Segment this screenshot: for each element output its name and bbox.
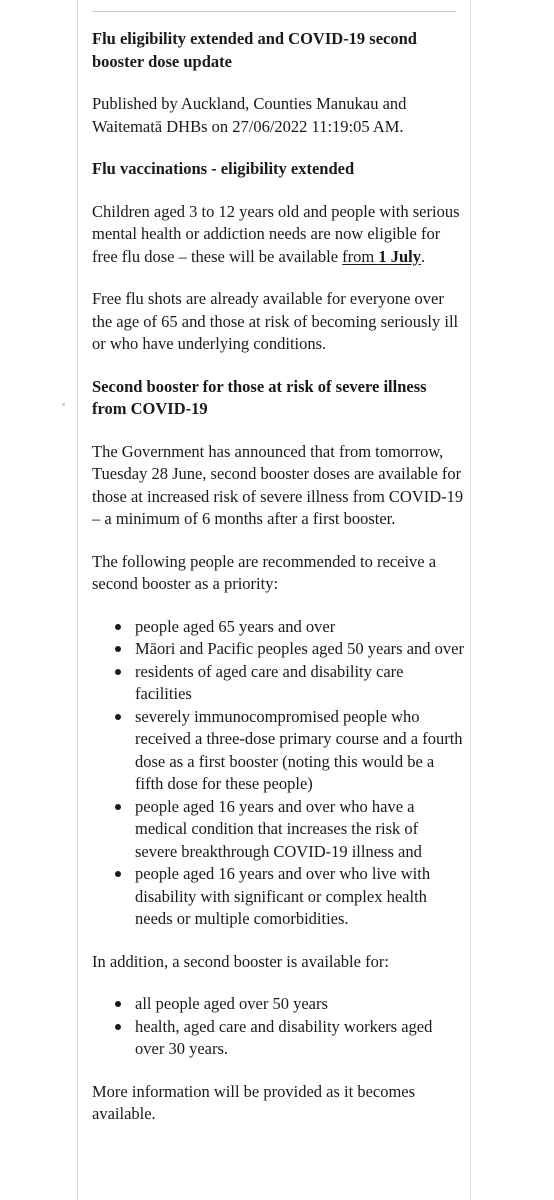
booster-section-heading: Second booster for those at risk of severe illness from COVID-19 <box>92 376 427 418</box>
flu-date-text: 1 July <box>378 246 421 266</box>
article-body <box>92 28 464 1126</box>
list-item: people aged 65 years and over <box>135 616 464 639</box>
publication-meta: Published by Auckland, Counties Manukau and Waitematā DHBs on 27/06/2022 11:19:05 AM. <box>92 94 407 136</box>
flu-eligibility-text: Children aged 3 to 12 years old and people with serious mental health or addiction needs are now eligible for free flu dose – these will be available <box>92 201 460 266</box>
flu-eligibility-paragraph <box>92 201 464 269</box>
flu-section-heading: Flu vaccinations - eligibility extended <box>92 159 355 178</box>
list-item: Māori and Pacific peoples aged 50 years and over <box>135 638 464 661</box>
top-divider <box>92 11 456 12</box>
list-item: health, aged care and disability workers aged over 30 years. <box>135 1016 464 1061</box>
flu-from-text: from <box>342 246 379 266</box>
booster-priority-intro: The following people are recommended to receive a second booster as a priority: <box>92 551 437 593</box>
booster-announcement-paragraph: The Government has announced that from tomorrow, Tuesday 28 June, second booster doses are available for those at increased risk of severe illness from COVID-19 – a minimum of 6 months after a first booster. <box>92 441 464 528</box>
list-item: people aged 16 years and over who have a medical condition that increases the risk of severe breakthrough COVID-19 illness and <box>135 796 464 864</box>
list-item: severely immunocompromised people who received a three-dose primary course and a fourth dose as a first booster (noting this would be a fifth dose for these people) <box>135 706 464 796</box>
flu-period: . <box>421 246 426 266</box>
article-title: Flu eligibility extended and COVID-19 second booster dose update <box>92 29 417 71</box>
booster-additional-intro: In addition, a second booster is available for: <box>92 951 389 971</box>
scroll-marker-dot <box>62 403 65 406</box>
list-item: residents of aged care and disability care facilities <box>135 661 464 706</box>
list-item: people aged 16 years and over who live with disability with significant or complex health needs or multiple comorbidities. <box>135 863 464 931</box>
priority-list <box>92 616 464 931</box>
list-item: all people aged over 50 years <box>135 993 464 1016</box>
closing-paragraph: More information will be provided as it becomes available. <box>92 1081 416 1123</box>
flu-existing-paragraph: Free flu shots are already available for everyone over the age of 65 and those at risk of becoming seriously ill or who have underlying conditions. <box>92 289 459 353</box>
additional-list <box>92 993 464 1061</box>
flu-availability-date <box>342 247 421 266</box>
